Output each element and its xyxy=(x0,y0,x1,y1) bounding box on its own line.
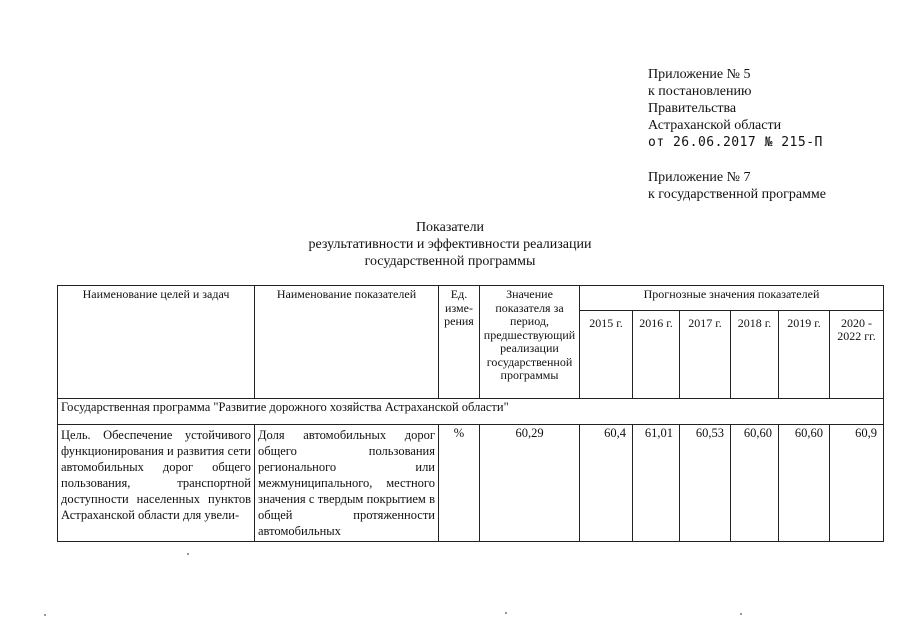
value-2017-cell: 60,53 xyxy=(680,425,731,542)
header-year-2018: 2018 г. xyxy=(731,310,779,398)
title-line-3: государственной программы xyxy=(364,254,536,269)
value-2019-cell: 60,60 xyxy=(779,425,830,542)
header-unit: Ед. изме-рения xyxy=(439,286,480,399)
approval-block xyxy=(648,66,878,203)
program-name-row: Государственная программа "Развитие дорожного хозяйства Астраханской области" xyxy=(58,399,884,425)
unit-cell: % xyxy=(439,425,480,542)
scan-speck xyxy=(505,612,507,614)
header-goals: Наименование целей и задач xyxy=(58,286,255,399)
header-year-2020-2022: 2020 - 2022 гг. xyxy=(830,310,884,398)
value-2018-cell: 60,60 xyxy=(731,425,779,542)
value-2015-cell: 60,4 xyxy=(580,425,633,542)
title-line-2: результативности и эффективности реализации xyxy=(308,237,592,252)
resolution-date-number: от 26.06.2017 № 215-П xyxy=(648,135,823,150)
document-title xyxy=(250,219,650,270)
header-year-2015: 2015 г. xyxy=(580,310,633,398)
indicator-cell: Доля автомобильных дорог общего пользования регионального или межмуниципального, местного значения с твердым покрытием в общей протяженности автомобильных xyxy=(255,425,439,542)
header-indicators: Наименование показателей xyxy=(255,286,439,399)
title-line-1: Показатели xyxy=(415,220,485,235)
to-resolution-label: к постановлению xyxy=(648,84,752,99)
header-forecast: Прогнозные значения показателей xyxy=(580,286,884,311)
value-2016-cell: 61,01 xyxy=(633,425,680,542)
scan-speck xyxy=(740,613,742,615)
previous-value-cell: 60,29 xyxy=(480,425,580,542)
appendix-5-label: Приложение № 5 xyxy=(648,67,751,82)
region-label: Астраханской области xyxy=(648,118,782,133)
goal-cell: Цель. Обеспечение устойчивого функционирования и развития сети автомобильных дорог общего пользования, транспортной доступности населенных пунктов Астраханской области для увели- xyxy=(58,425,255,542)
to-program-label: к государственной программе xyxy=(648,187,826,202)
header-previous-value: Значение показателя за период, предшествующий реализации государственной программы xyxy=(480,286,580,399)
government-label: Правительства xyxy=(648,101,737,116)
scan-speck xyxy=(187,553,189,555)
table-row xyxy=(58,425,884,542)
value-2020-2022-cell: 60,9 xyxy=(830,425,884,542)
header-year-2016: 2016 г. xyxy=(633,310,680,398)
header-year-2017: 2017 г. xyxy=(680,310,731,398)
scan-speck xyxy=(44,614,46,616)
appendix-7-label: Приложение № 7 xyxy=(648,170,751,185)
indicators-table xyxy=(57,285,884,542)
header-year-2019: 2019 г. xyxy=(779,310,830,398)
